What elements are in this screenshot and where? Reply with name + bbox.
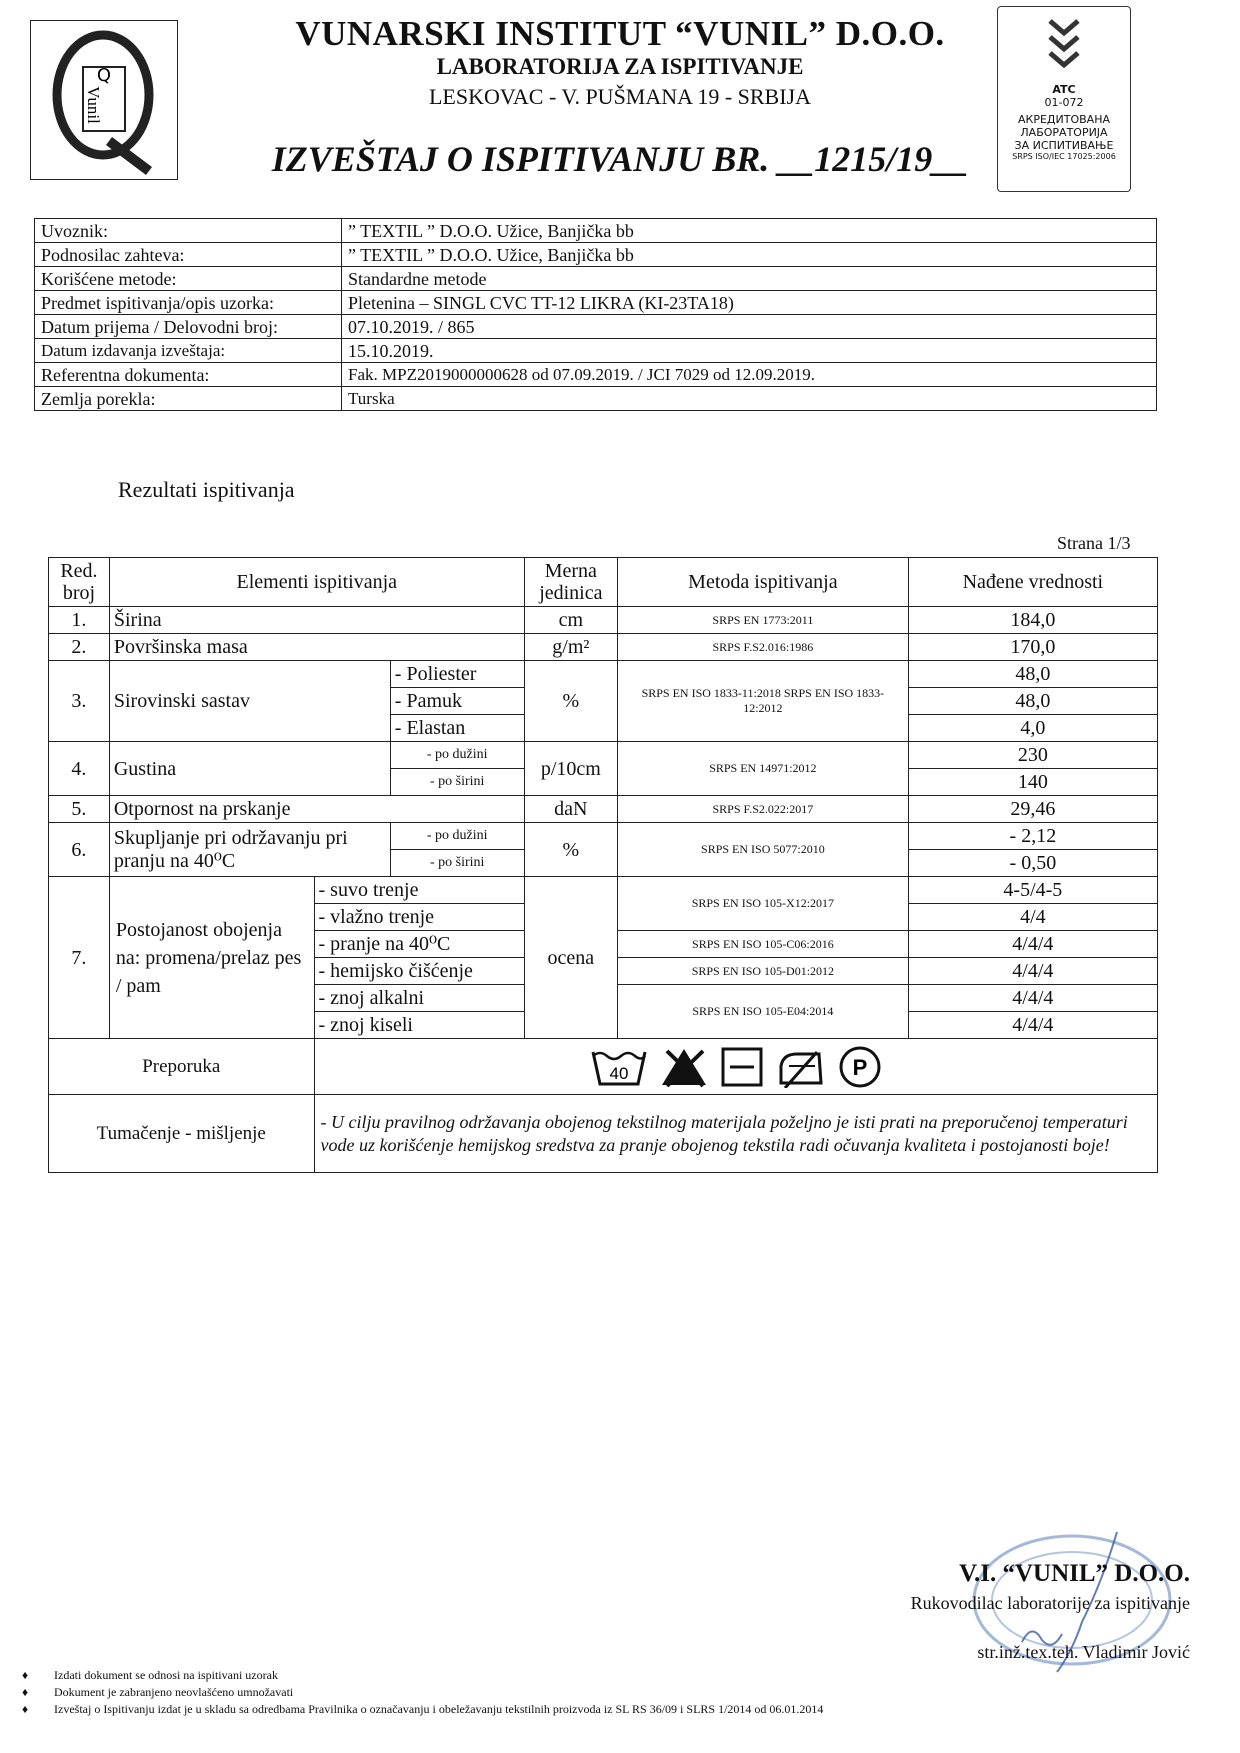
value: 29,46 xyxy=(908,796,1157,823)
value: 4/4/4 xyxy=(908,931,1157,958)
info-row xyxy=(35,387,1157,411)
svg-text:P: P xyxy=(852,1054,868,1080)
test-element: Skupljanje pri održavanju pri pranju na 40⁰C xyxy=(109,823,390,877)
test-element: Gustina xyxy=(109,742,390,796)
info-row xyxy=(35,243,1157,267)
svg-text:Q: Q xyxy=(96,65,112,86)
value: - 0,50 xyxy=(908,850,1157,877)
info-label: Datum izdavanja izveštaja: xyxy=(35,339,342,363)
report-title: IZVEŠTAJ O ISPITIVANJU BR. __1215/19__ xyxy=(271,139,969,179)
header-no: Red. broj xyxy=(49,558,110,607)
accreditation-badge xyxy=(997,6,1131,192)
method: SRPS EN ISO 105-D01:2012 xyxy=(618,958,909,985)
value: 4/4 xyxy=(908,904,1157,931)
signature-name: str.inž.tex.teh. Vladimir Jović xyxy=(977,1642,1190,1662)
row-number: 6. xyxy=(49,823,110,877)
row-number: 4. xyxy=(49,742,110,796)
sub-element: - hemijsko čišćenje xyxy=(314,958,524,985)
signature-role: Rukovodilac laboratorije za ispitivanje xyxy=(910,1593,1190,1613)
sub-element: - znoj alkalni xyxy=(314,985,524,1012)
info-value: ” TEXTIL ” D.O.O. Užice, Banjička bb xyxy=(342,219,1157,243)
sub-element: - vlažno trenje xyxy=(314,904,524,931)
method: SRPS EN 14971:2012 xyxy=(618,742,909,796)
row-number: 3. xyxy=(49,661,110,742)
info-value: 07.10.2019. / 865 xyxy=(342,315,1157,339)
method: SRPS F.S2.022:2017 xyxy=(618,796,909,823)
table-row xyxy=(49,661,1158,688)
method: SRPS EN ISO 105-C06:2016 xyxy=(618,931,909,958)
sample-info-table xyxy=(34,218,1157,411)
no-bleach-icon xyxy=(659,1046,709,1088)
laboratory-address: LESKOVAC - V. PUŠMANA 19 - SRBIJA xyxy=(428,84,812,109)
page-number: Strana 1/3 xyxy=(1057,533,1131,553)
header-unit: Merna jedinica xyxy=(524,558,617,607)
wash-40-icon xyxy=(590,1046,648,1088)
footer-note: ♦ Izdati dokument se odnosi na ispitivani uzorak xyxy=(22,1668,278,1682)
sub-element: - po dužini xyxy=(390,823,524,850)
row-number: 2. xyxy=(49,634,110,661)
info-row xyxy=(35,339,1157,363)
unit: g/m² xyxy=(524,634,617,661)
bullet-icon: ♦ xyxy=(22,1702,29,1716)
info-row xyxy=(35,267,1157,291)
table-row xyxy=(49,742,1158,769)
info-label: Referentna dokumenta: xyxy=(35,363,342,387)
bullet-icon: ♦ xyxy=(22,1685,29,1699)
value: 4/4/4 xyxy=(908,958,1157,985)
value: 4/4/4 xyxy=(908,1012,1157,1039)
header-element: Elementi ispitivanja xyxy=(109,558,524,607)
care-symbols xyxy=(314,1039,1157,1095)
test-element: Širina xyxy=(109,607,524,634)
sub-element: - Elastan xyxy=(390,715,524,742)
sub-element: - pranje na 40⁰C xyxy=(314,931,524,958)
unit: ocena xyxy=(524,877,617,1039)
info-value: 15.10.2019. xyxy=(342,339,1157,363)
info-row xyxy=(35,363,1157,387)
value: 140 xyxy=(908,769,1157,796)
atc-code: ATC xyxy=(1052,83,1076,96)
test-element: Površinska masa xyxy=(109,634,524,661)
svg-text:Vunil: Vunil xyxy=(84,86,103,124)
results-heading: Rezultati ispitivanja xyxy=(118,477,295,502)
recommendation-label: Preporuka xyxy=(49,1039,315,1095)
laboratory-name: LABORATORIJA ZA ISPITIVANJE xyxy=(436,54,804,79)
unit: p/10cm xyxy=(524,742,617,796)
info-row xyxy=(35,219,1157,243)
info-value: Fak. MPZ2019000000628 od 07.09.2019. / JCI 7029 od 12.09.2019. xyxy=(342,363,1157,387)
signature-company: V.I. “VUNIL” D.O.O. xyxy=(959,1560,1190,1587)
info-label: Uvoznik: xyxy=(35,219,342,243)
value: 4-5/4-5 xyxy=(908,877,1157,904)
sub-element: - Pamuk xyxy=(390,688,524,715)
info-value: Standardne metode xyxy=(342,267,1157,291)
info-row xyxy=(35,315,1157,339)
test-element: Otpornost na prskanje xyxy=(109,796,524,823)
method: SRPS F.S2.016:1986 xyxy=(618,634,909,661)
info-value: ” TEXTIL ” D.O.O. Užice, Banjička bb xyxy=(342,243,1157,267)
table-header-row xyxy=(49,558,1158,607)
sub-element: - suvo trenje xyxy=(314,877,524,904)
unit: % xyxy=(524,661,617,742)
interpretation-row xyxy=(49,1095,1158,1173)
header-method: Metoda ispitivanja xyxy=(618,558,909,607)
tumble-dry-icon xyxy=(720,1046,764,1088)
atc-chevron-icon xyxy=(1046,17,1082,79)
info-label: Korišćene metode: xyxy=(35,267,342,291)
value: 4/4/4 xyxy=(908,985,1157,1012)
recommendation-row xyxy=(49,1039,1158,1095)
institute-name: VUNARSKI INSTITUT “VUNIL” D.O.O. xyxy=(295,14,945,53)
unit: % xyxy=(524,823,617,877)
info-label: Datum prijema / Delovodni broj: xyxy=(35,315,342,339)
method: SRPS EN ISO 1833-11:2018 SRPS EN ISO 1833-12:2012 xyxy=(618,661,909,742)
accreditation-standard: SRPS ISO/IEC 17025:2006 xyxy=(1012,152,1116,161)
test-element: Postojanost obojenja na: promena/prelaz pes / pam xyxy=(109,877,314,1039)
table-row xyxy=(49,823,1158,850)
svg-text:40: 40 xyxy=(609,1063,629,1083)
footer-note: ♦ Izveštaj o Ispitivanju izdat je u skladu sa odredbama Pravilnika o označavanju i obeležavanju tekstilnih proizvoda iz SL RS 36/09 i SLRS 1/2014 od 06.01.2014 xyxy=(22,1702,824,1716)
info-value: Pletenina – SINGL CVC TT-12 LIKRA (KI-23TA18) xyxy=(342,291,1157,315)
value: - 2,12 xyxy=(908,823,1157,850)
dry-clean-p-icon xyxy=(838,1045,882,1089)
value: 4,0 xyxy=(908,715,1157,742)
atc-number: 01-072 xyxy=(1044,96,1084,109)
info-value: Turska xyxy=(342,387,1157,411)
header-value: Nađene vrednosti xyxy=(908,558,1157,607)
iron-icon xyxy=(775,1046,827,1088)
sub-element: - znoj kiseli xyxy=(314,1012,524,1039)
interpretation-label: Tumačenje - mišljenje xyxy=(49,1095,315,1173)
sub-element: - po dužini xyxy=(390,742,524,769)
accreditation-line-2: ЛАБОРАТОРИЈА xyxy=(1020,126,1108,139)
table-row xyxy=(49,877,1158,904)
row-number: 1. xyxy=(49,607,110,634)
table-row xyxy=(49,607,1158,634)
method: SRPS EN ISO 105-X12:2017 xyxy=(618,877,909,931)
test-element: Sirovinski sastav xyxy=(109,661,390,742)
accreditation-line-3: ЗА ИСПИТИВАЊЕ xyxy=(1014,139,1114,152)
table-row xyxy=(49,796,1158,823)
interpretation-text: - U cilju pravilnog održavanja obojenog tekstilnog materijala poželjno je isti prati na preporučenoj temperaturi vode uz korišćenje hemijskog sredstva za pranje obojenog tekstila radi očuvanja kvaliteta i postojanosti boje! xyxy=(314,1095,1157,1173)
info-label: Zemlja porekla: xyxy=(35,387,342,411)
sub-element: - po širini xyxy=(390,769,524,796)
info-label: Predmet ispitivanja/opis uzorka: xyxy=(35,291,342,315)
value: 184,0 xyxy=(908,607,1157,634)
info-row xyxy=(35,291,1157,315)
value: 170,0 xyxy=(908,634,1157,661)
unit: daN xyxy=(524,796,617,823)
sub-element: - po širini xyxy=(390,850,524,877)
method: SRPS EN 1773:2011 xyxy=(618,607,909,634)
accreditation-line-1: АКРЕДИТОВАНА xyxy=(1018,113,1110,126)
value: 230 xyxy=(908,742,1157,769)
footer-note: ♦ Dokument je zabranjeno neovlašćeno umnožavati xyxy=(22,1685,294,1699)
row-number: 5. xyxy=(49,796,110,823)
unit: cm xyxy=(524,607,617,634)
bullet-icon: ♦ xyxy=(22,1668,29,1682)
method: SRPS EN ISO 105-E04:2014 xyxy=(618,985,909,1039)
value: 48,0 xyxy=(908,688,1157,715)
value: 48,0 xyxy=(908,661,1157,688)
row-number: 7. xyxy=(49,877,110,1039)
info-label: Podnosilac zahteva: xyxy=(35,243,342,267)
results-table xyxy=(48,557,1158,1173)
method: SRPS EN ISO 5077:2010 xyxy=(618,823,909,877)
table-row xyxy=(49,634,1158,661)
sub-element: - Poliester xyxy=(390,661,524,688)
